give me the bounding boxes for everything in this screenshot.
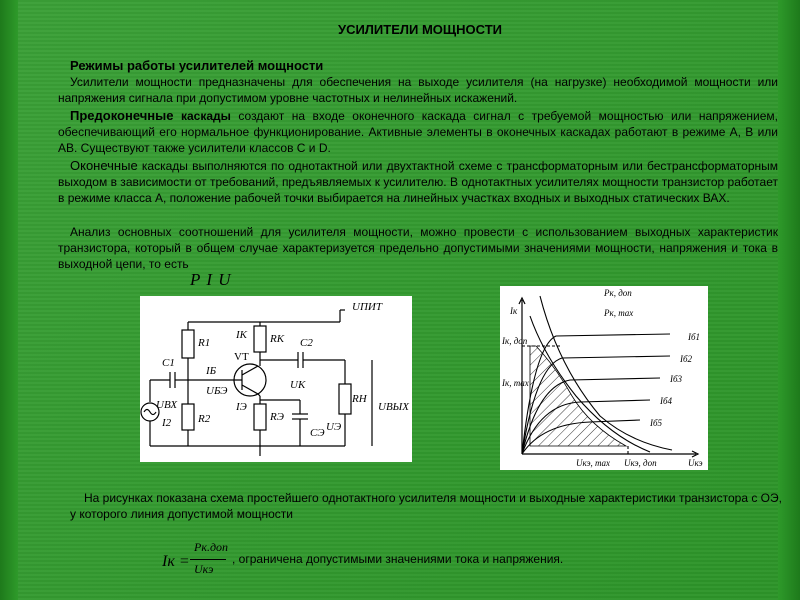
label-r1: R1 (198, 337, 211, 349)
safe-operating-area (530, 346, 626, 446)
label-pk-max: Pк, max (604, 308, 634, 318)
figure-caption (70, 490, 790, 522)
frac-numerator: Pк.доп (194, 540, 229, 554)
frac-bar (190, 559, 226, 560)
label-ie: IЭ (236, 401, 247, 413)
final-keyword: Оконечные (70, 158, 138, 173)
label-uvyh: UВЫХ (378, 401, 409, 413)
frac-lhs: Iк = (162, 553, 190, 570)
label-re: RЭ (270, 411, 284, 423)
pre-final-keyword-2: каскады (180, 109, 231, 123)
label-rk: RК (270, 333, 285, 345)
output-characteristics-figure (500, 286, 708, 470)
characteristics-plot (500, 286, 708, 470)
paragraph-final (58, 158, 778, 206)
pre-final-text: создают на входе оконечного каскада сигнал с требуемой мощностью или напряжением, обеспечивающий его нормальное функционирование. Активные элементы в оконечных каскадах работают в режиме А, В или АВ. Существуют также усилители классов С и D. (58, 109, 778, 155)
label-uvh: UВХ (156, 399, 178, 411)
formula-u: U (218, 270, 232, 289)
slide-title: УСИЛИТЕЛИ МОЩНОСТИ (337, 22, 502, 37)
formula-p: P (190, 270, 202, 289)
label-uk: UК (290, 379, 306, 391)
label-ib2: Iб2 (680, 354, 693, 364)
label-c2: C2 (300, 337, 313, 349)
label-ib: IБ (206, 365, 217, 377)
amplifier-circuit-figure (140, 296, 412, 462)
fraction-tail-text: , ограничена допустимыми значениями тока и напряжения. (232, 552, 564, 566)
label-i2: I2 (162, 417, 172, 429)
frac-denominator: Uкэ (194, 562, 214, 576)
label-ik-axis: Iк (510, 306, 518, 316)
label-ik: IК (236, 329, 247, 341)
label-vt: VT (234, 351, 249, 363)
label-rn: RН (352, 393, 367, 405)
current-fraction-formula (160, 540, 232, 584)
label-ik-max: Iк, max (502, 378, 529, 388)
paragraph-analysis (58, 224, 778, 272)
pre-final-keyword: Предоконечные (70, 108, 174, 123)
label-ib5: Iб5 (650, 418, 663, 428)
label-ce: CЭ (310, 427, 325, 439)
label-upit: UПИТ (352, 301, 382, 313)
analysis-text: Анализ основных соотношений для усилителя мощности, можно провести с использованием выходных характеристик транзистора, который в общем случае характеризуется предельно допустимыми значениями мощности, напряжения и тока в выходной цепи, то есть (58, 225, 778, 271)
caption-text: На рисунках показана схема простейшего однотактного усилителя мощности и выходные характеристики транзистора с ОЭ, у которого линия допустимой мощности (70, 491, 782, 521)
section-heading: Режимы работы усилителей мощности (70, 58, 324, 73)
label-ube: UБЭ (206, 385, 228, 397)
formula-i: I (206, 270, 213, 289)
label-uke-dop: Uкэ, доп (624, 458, 657, 468)
left-gradient-edge (0, 0, 18, 600)
label-c1: C1 (162, 357, 175, 369)
label-ue: UЭ (326, 421, 342, 433)
intro-text: Усилители мощности предназначены для обеспечения на выходе усилителя (на нагрузке) необходимой мощности или напряжения сигнала при допустимом уровне частотных и нелинейных искажений. (58, 75, 778, 105)
label-uke-max: Uкэ, max (576, 458, 611, 468)
final-text: каскады выполняются по однотактной или двухтактной схеме с трансформаторным или бестрансформаторным выходом в зависимости от требований, предъявляемых к усилителю. В однотактных усилителях мощности транзистор работает в режиме класса А, положение рабочей точки выбирается на линейных участках входных и выходных статических ВАХ. (58, 159, 778, 205)
label-ib4: Iб4 (660, 396, 673, 406)
power-formula (190, 270, 232, 290)
label-pk-dop: Pк, доп (604, 288, 632, 298)
label-ib3: Iб3 (670, 374, 683, 384)
paragraph-pre-final (58, 108, 778, 156)
label-ib1: Iб1 (688, 332, 701, 342)
paragraph-intro (58, 74, 778, 106)
label-uke-axis: Uкэ (688, 458, 703, 468)
circuit-schematic (140, 296, 412, 462)
label-ik-dop: Iк, доп (502, 336, 528, 346)
label-r2: R2 (198, 413, 211, 425)
